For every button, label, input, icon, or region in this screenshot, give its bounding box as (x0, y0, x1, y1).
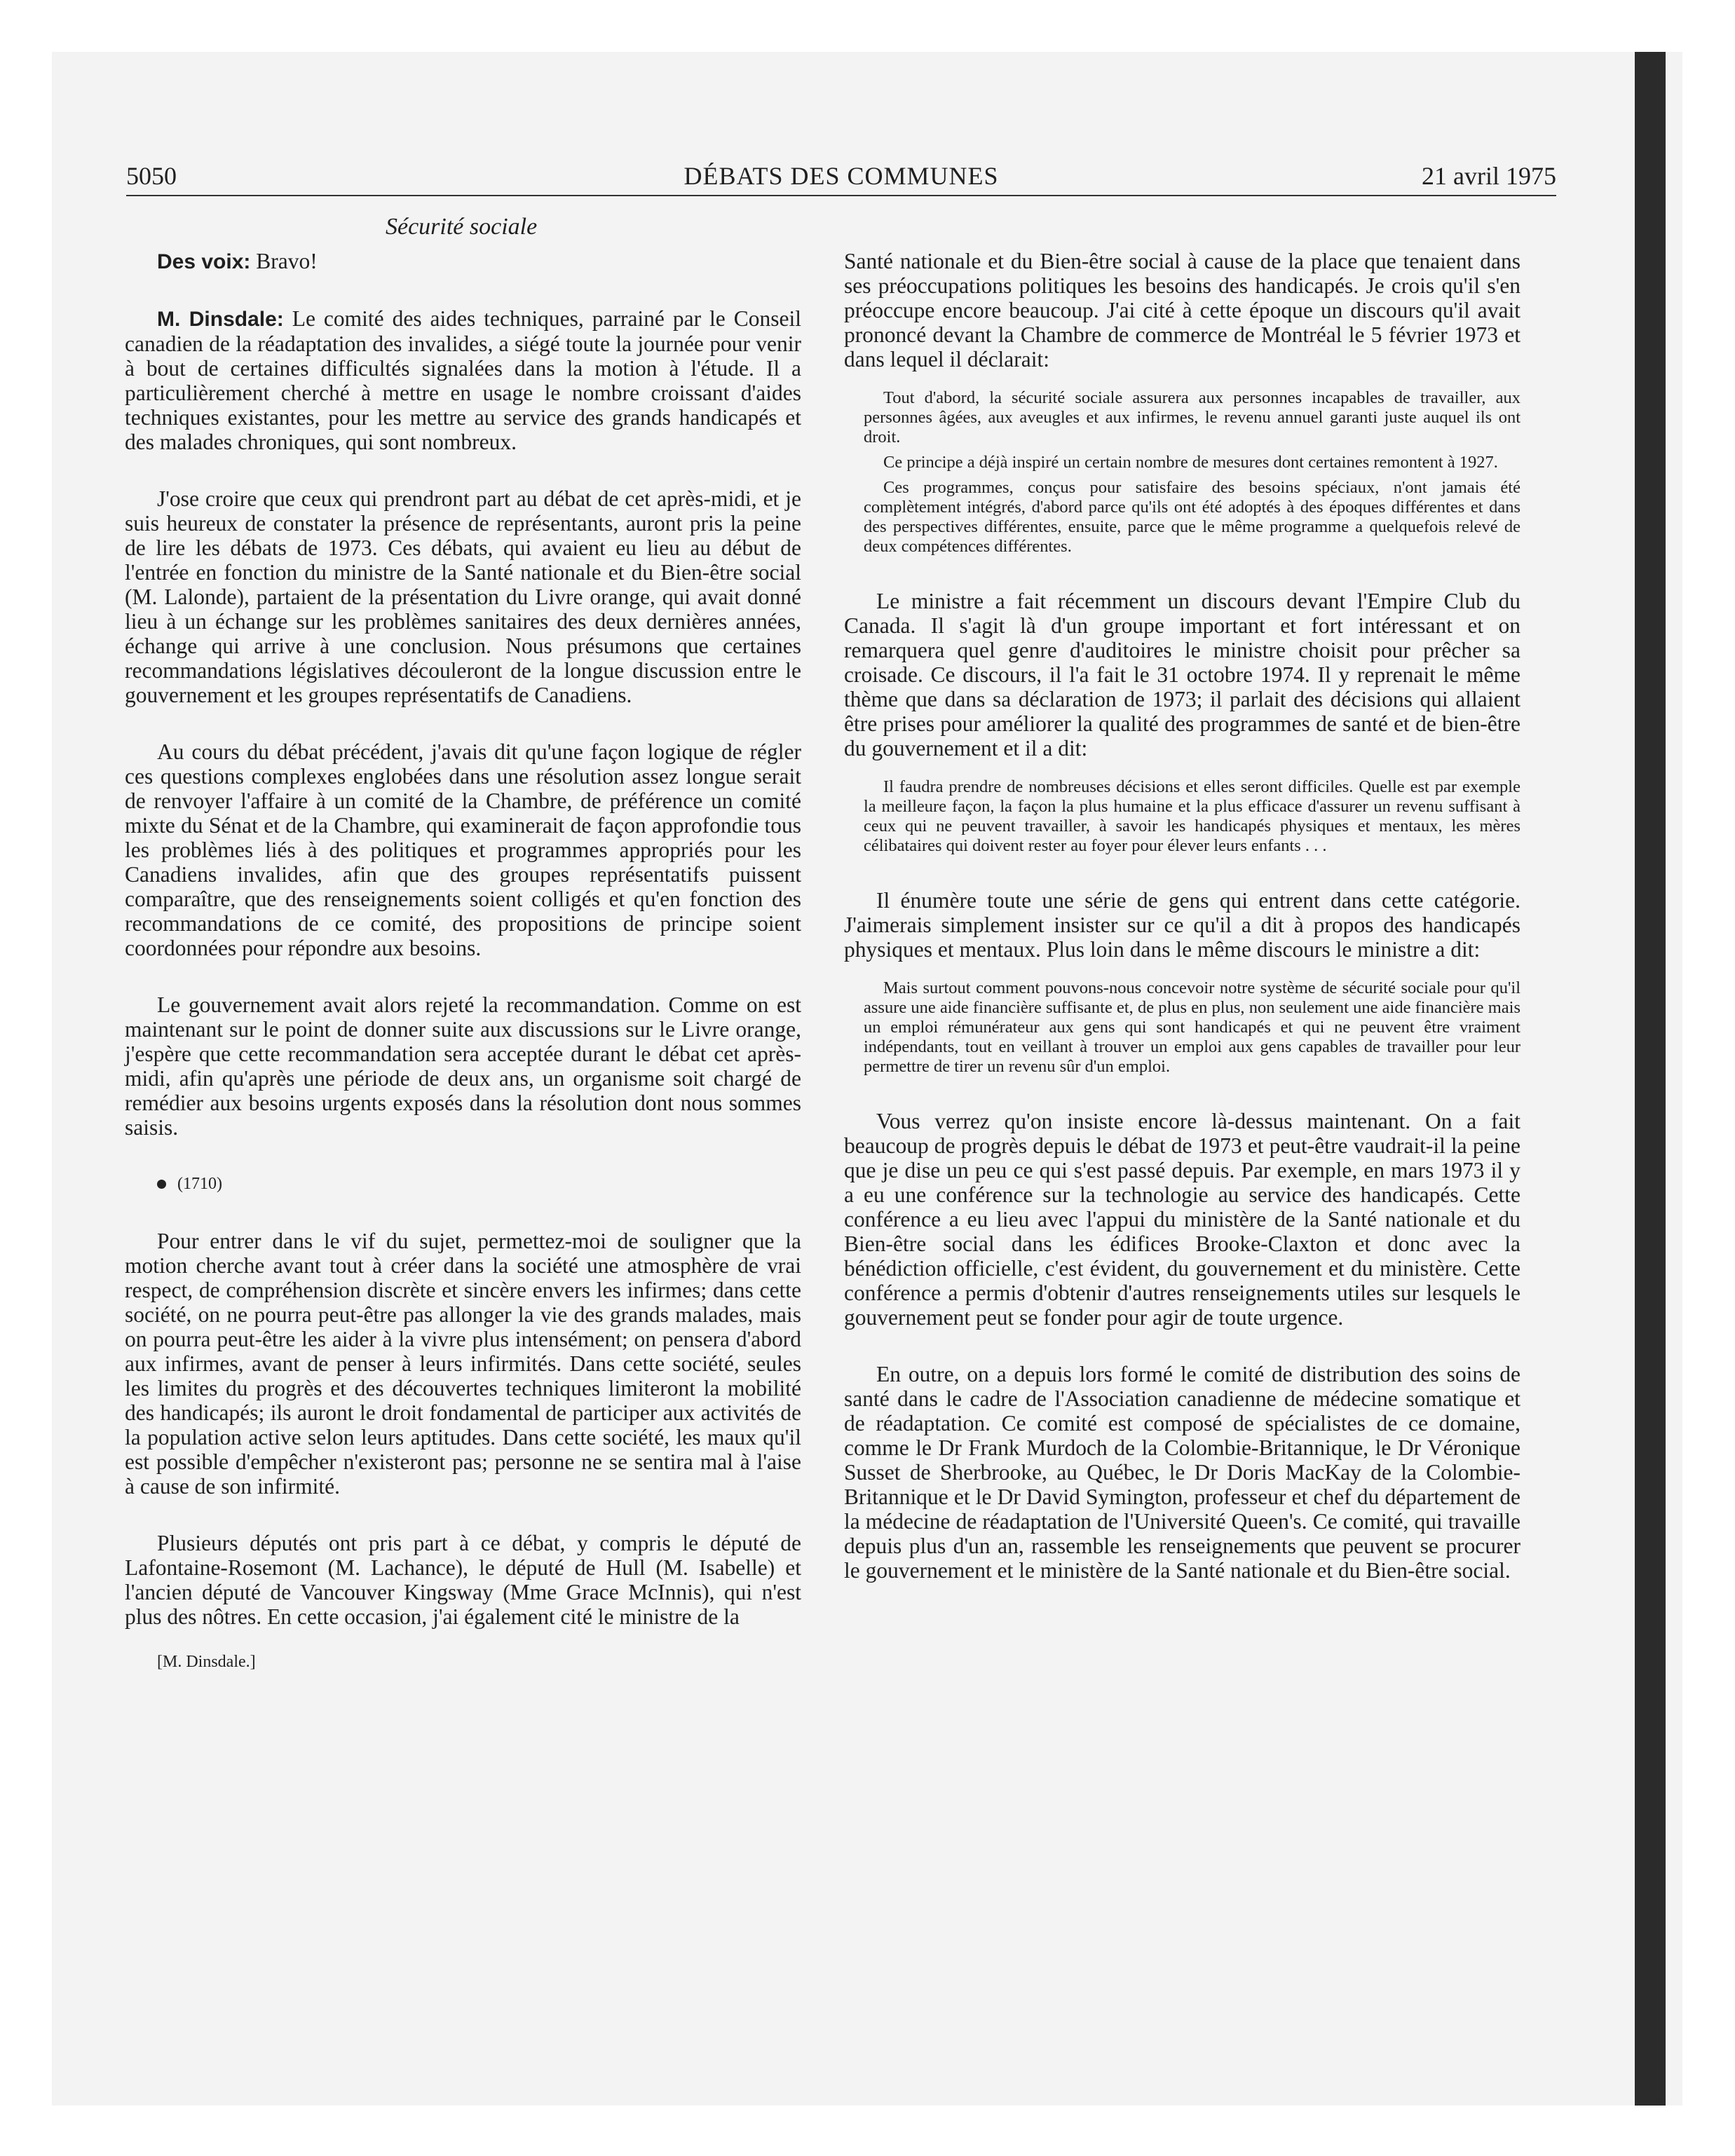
section-title: Sécurité sociale (386, 214, 538, 240)
paragraph: Des voix: Bravo! (157, 249, 318, 273)
paragraph: Santé nationale et du Bien-être social à cause de la place que tenaient dans ses préoccupations politiques les besoins des handicapés. Je crois qu'il s'en préoccupe encore beaucoup. J'ai cité à cette époque un discours qu'il avait prononcé devant la Chambre de commerce de Montréal le 5 février 1973 et dans lequel il déclarait: (844, 249, 1520, 371)
speaker-signature: [M. Dinsdale.] (157, 1653, 256, 1671)
timestamp: (1710) (125, 1172, 801, 1196)
page-number: 5050 (126, 162, 177, 190)
page-header (126, 161, 1556, 196)
speaker-label: Des voix: (157, 250, 251, 273)
publication-date: 21 avril 1975 (1422, 162, 1556, 190)
paragraph: Au cours du débat précédent, j'avais dit qu'une façon logique de régler ces questions complexes englobées dans une résolution assez longue serait de renvoyer l'affaire à un comité de la Chambre, de préférence un comité mixte du Sénat et de la Chambre, qui examinerait de façon approfondie tous les problèmes liés à des politiques et programmes appropriés pour les Canadiens invalides, afin que des groupes représentatifs puissent comparaître, que des renseignements soient colligés et qu'en fonction des recommandations de ce comité, des propositions de principe soient coordonnées pour répondre aux besoins. (125, 739, 801, 960)
left-column (125, 249, 801, 1707)
paragraph: En outre, on a depuis lors formé le comité de distribution des soins de santé dans le cadre de l'Association canadienne de médecine somatique et de réadaptation. Ce comité est composé de spécialistes de ce domaine, comme le Dr Frank Murdoch de la Colombie-Britannique, le Dr Véronique Susset de Sherbrooke, au Québec, le Dr Doris MacKay de la Colombie-Britannique et le Dr David Symington, professeur et chef du département de la médecine de réadaptation de l'Université Queen's. Ce comité, qui travaille depuis plus d'un an, rassemble les renseignements que peuvent se procurer le gouvernement et le ministère de la Santé nationale et du Bien-être social. (844, 1362, 1520, 1583)
paragraph: Vous verrez qu'on insiste encore là-dessus maintenant. On a fait beaucoup de progrès depuis le débat de 1973 et peut-être vaudrait-il la peine que je dise un peu ce qui s'est passé depuis. Par exemple, en mars 1973 il y a eu une conférence sur la technologie au service des handicapés. Cette conférence a eu lieu avec l'appui du ministère de la Santé nationale et du Bien-être social dans les édifices Brooke-Claxton et donc avec la bénédiction officielle, c'est évident, du gouvernement et du ministère. Cette conférence a permis d'obtenir d'autres renseignements utiles sur lesquels le gouvernement peut se fonder pour agir de toute urgence. (844, 1109, 1520, 1330)
bullet-icon (157, 1180, 166, 1189)
speaker-label: M. Dinsdale: (157, 308, 284, 331)
publication-title: DÉBATS DES COMMUNES (683, 162, 999, 190)
right-column (844, 249, 1520, 1615)
quotation: Il faudra prendre de nombreuses décisions et elles seront difficiles. Quelle est par exemple la meilleure façon, la façon la plus humaine et la plus efficace d'assurer un revenu suffisant à ceux qui ne peuvent travailler, à savoir les handicapés physiques et mentaux, les mères célibataires qui doivent rester au foyer pour élever leurs enfants . . . (864, 777, 1520, 855)
paragraph: Le ministre a fait récemment un discours devant l'Empire Club du Canada. Il s'agit là d'un groupe important et fort intéressant et on remarquera quel genre d'auditoires le ministre choisit pour prêcher sa croisade. Ce discours, il l'a fait le 31 octobre 1974. Il y reprenait le même thème que dans sa déclaration de 1973; il parlait des décisions qui allaient être prises pour améliorer la qualité des programmes de santé et de bien-être du gouvernement et il a dit: (844, 589, 1520, 760)
quotation: Mais surtout comment pouvons-nous concevoir notre système de sécurité sociale pour qu'il assure une aide financière suffisante et, de plus en plus, non seulement une aide financière mais un emploi rémunérateur aux gens qui sont handicapés et qui ne peuvent être vraiment indépendants, tout en veillant à trouver un emploi aux gens capables de travailler pour leur permettre de tirer un revenu sûr d'un emploi. (864, 978, 1520, 1076)
paragraph: Pour entrer dans le vif du sujet, permettez-moi de souligner que la motion cherche avant tout à créer dans la société une atmosphère de vrai respect, de compréhension discrète et sincère envers les infirmes; dans cette société, on ne pourra peut-être pas allonger la vie des grands malades, mais on pourra peut-être les aider à la vivre plus intensément; on pensera d'abord aux infirmes, avant de penser à leurs infirmités. Dans cette société, seules les limites du progrès et des découvertes techniques limiteront la mobilité des handicapés; ils auront le droit fondamental de participer aux activités de la population active selon leurs aptitudes. Dans cette société, les maux qu'il est possible d'empêcher n'existeront pas; personne ne se sentira mal à l'aise à cause de son infirmité. (125, 1229, 801, 1499)
paragraph: J'ose croire que ceux qui prendront part au débat de cet après-midi, et je suis heureux de constater la présence de représentants, auront pris la peine de lire les débats de 1973. Ces débats, qui avaient eu lieu au début de l'entrée en fonction du ministre de la Santé nationale et du Bien-être social (M. Lalonde), partaient de la présentation du Livre orange, qui avait donné lieu à un échange sur les problèmes sanitaires des deux dernières années, échange qui arrive à une conclusion. Nous présumons que certaines recommandations législatives découleront de la longue discussion entre le gouvernement et les groupes représentatifs de Canadiens. (125, 486, 801, 707)
paragraph: Le gouvernement avait alors rejeté la recommandation. Comme on est maintenant sur le point de donner suite aux discussions sur le Livre orange, j'espère que cette recommandation sera acceptée durant le débat cet après-midi, afin qu'après une période de deux ans, un organisme soit chargé de remédier aux besoins urgents exposés dans la résolution dont nous sommes saisis. (125, 992, 801, 1140)
quotation: Ce principe a déjà inspiré un certain nombre de mesures dont certaines remontent à 1927. (883, 453, 1498, 472)
quotation: Ces programmes, conçus pour satisfaire des besoins spéciaux, n'ont jamais été complètement intégrés, d'abord parce qu'ils ont été adoptés à des époques différentes et dans des perspectives différentes, ensuite, parce que le même programme a quelquefois relevé de deux compétences différentes. (864, 478, 1520, 556)
paragraph: Plusieurs députés ont pris part à ce débat, y compris le député de Lafontaine-Rosemont (M. Lachance), le député de Hull (M. Isabelle) et l'ancien député de Vancouver Kingsway (Mme Grace McInnis), qui n'est plus des nôtres. En cette occasion, j'ai également cité le ministre de la (125, 1531, 801, 1629)
paragraph: M. Dinsdale: Le comité des aides techniques, parrainé par le Conseil canadien de la réadaptation des invalides, a siégé toute la journée pour venir à bout de certaines difficultés signalées dans la motion à l'étude. Il a particulièrement cherché à mettre en usage le nombre croissant d'aides techniques existantes, pour les mettre au service des grands handicapés et des malades chroniques, qui sont nombreux. (125, 306, 801, 454)
scan-edge-shadow (1635, 52, 1666, 2106)
paragraph: Il énumère toute une série de gens qui entrent dans cette catégorie. J'aimerais simplement insister sur ce qu'il a dit à propos des handicapés physiques et mentaux. Plus loin dans le même discours le ministre a dit: (844, 888, 1520, 962)
quotation: Tout d'abord, la sécurité sociale assurera aux personnes incapables de travailler, aux personnes âgées, aux aveugles et aux infirmes, le revenu annuel garanti juste auquel ils ont droit. (864, 388, 1520, 446)
